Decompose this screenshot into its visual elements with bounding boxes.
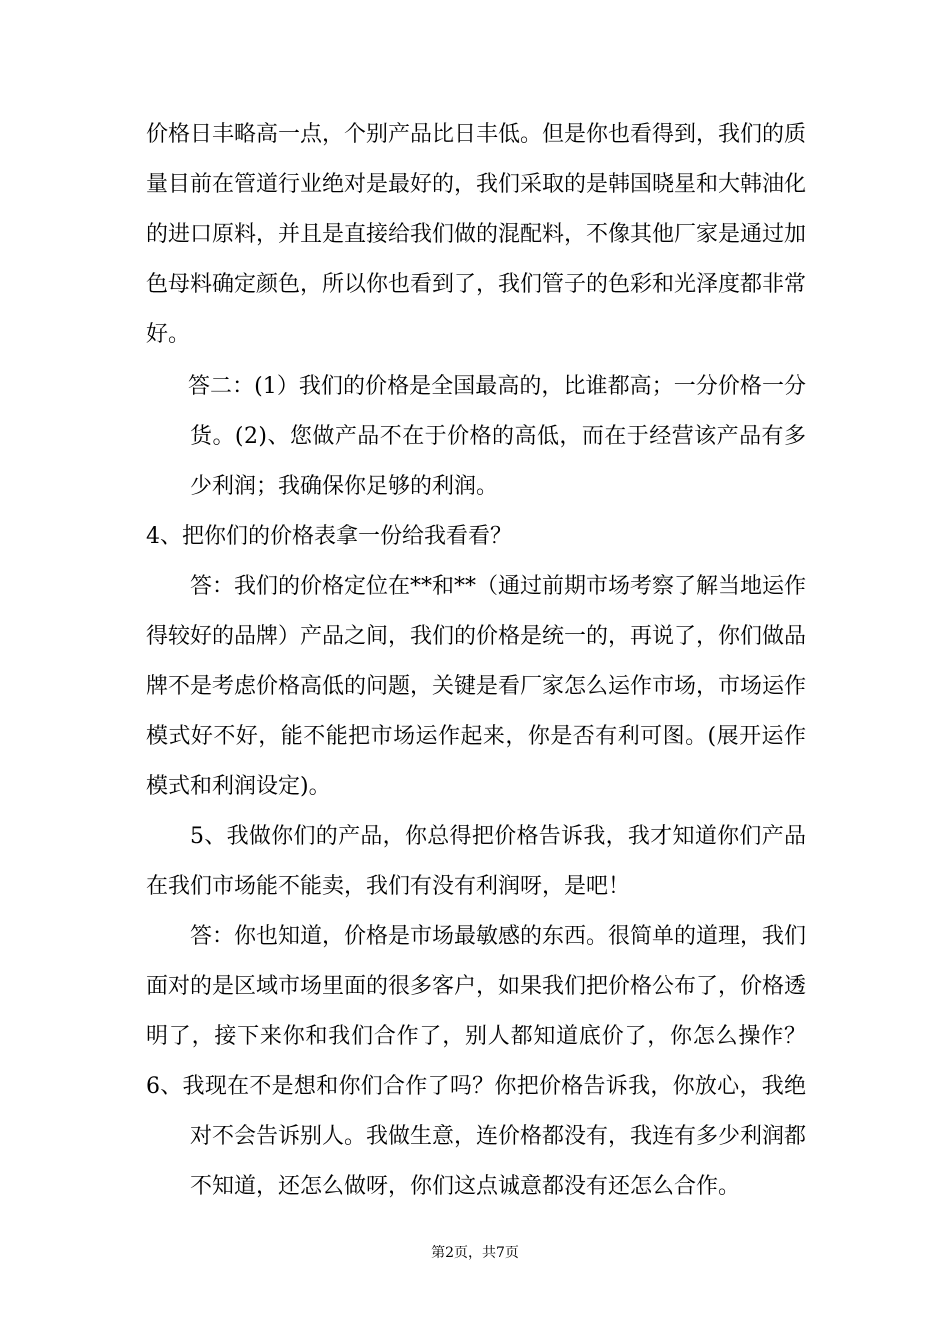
question-6-line-3: 不知道，还怎么做呀，你们这点诚意都没有还怎么合作。 [190, 1174, 741, 1199]
answer-5-line-1: 答：你也知道，价格是市场最敏感的东西。很简单的道理，我们 [190, 924, 806, 949]
question-5-line-2: 在我们市场能不能卖，我们有没有利润呀，是吧！ [146, 874, 631, 899]
question-4: 4、把你们的价格表拿一份给我看看？ [146, 524, 512, 549]
question-6-line-1: 6、我现在不是想和你们合作了吗？你把价格告诉我，你放心，我绝 [146, 1074, 807, 1099]
answer-4-line-5: 模式和利润设定)。 [146, 774, 331, 799]
text-line-5: 好。 [146, 322, 191, 347]
text-line-1: 价格日丰略高一点，个别产品比日丰低。但是你也看得到，我们的质 [146, 122, 806, 147]
answer-5-line-2: 面对的是区域市场里面的很多客户，如果我们把价格公布了，价格透 [146, 974, 806, 999]
page-footer: 第2页，共7页 [431, 1245, 519, 1261]
question-6-line-2: 对不会告诉别人。我做生意，连价格都没有，我连有多少利润都 [190, 1124, 806, 1149]
answer-5-line-3: 明了，接下来你和我们合作了，别人都知道底价了，你怎么操作？ [146, 1024, 807, 1049]
text-line-3: 的进口原料，并且是直接给我们做的混配料，不像其他厂家是通过加 [146, 222, 806, 247]
answer-two-line-3: 少利润；我确保你足够的利润。 [190, 474, 499, 499]
answer-two-line-1: 答二：(1）我们的价格是全国最高的，比谁都高；一分价格一分 [188, 374, 807, 399]
answer-4-line-3: 牌不是考虑价格高低的问题，关键是看厂家怎么运作市场，市场运作 [146, 674, 806, 699]
answer-4-line-4: 模式好不好，能不能把市场运作起来，你是否有利可图。(展开运作 [146, 724, 807, 749]
question-5-line-1: 5、我做你们的产品，你总得把价格告诉我，我才知道你们产品 [190, 824, 807, 849]
answer-two-line-2: 货。(2)、您做产品不在于价格的高低，而在于经营该产品有多 [190, 424, 807, 449]
answer-4-line-1: 答：我们的价格定位在**和**（通过前期市场考察了解当地运作 [190, 574, 806, 599]
text-line-2: 量目前在管道行业绝对是最好的，我们采取的是韩国晓星和大韩油化 [146, 172, 806, 197]
text-line-4: 色母料确定颜色，所以你也看到了，我们管子的色彩和光泽度都非常 [146, 272, 806, 297]
answer-4-line-2: 得较好的品牌）产品之间，我们的价格是统一的，再说了，你们做品 [146, 624, 806, 649]
